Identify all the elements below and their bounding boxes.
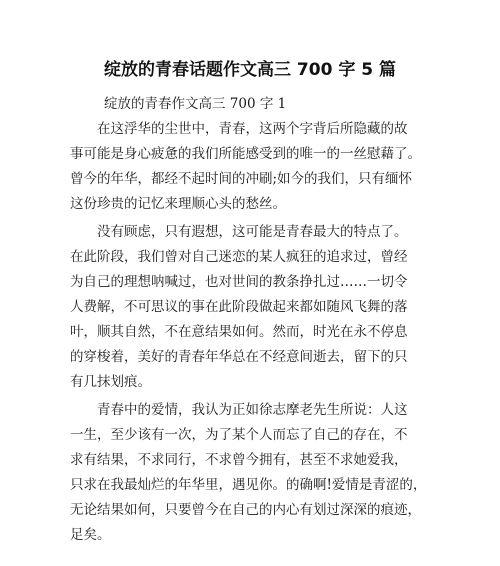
paragraph-line: 一生，至少该有一次，为了某个人而忘了自己的存在，不 [70, 427, 408, 443]
paragraph-line: 叶，顺其自然，不在意结果如何。然而，时光在永不停息 [70, 324, 408, 340]
paragraph-2 [70, 220, 440, 395]
paragraph-line: 只求在我最灿烂的年华里，遇见你。的确啊!爱情是青涩的， [70, 477, 427, 493]
document-body [70, 92, 440, 548]
paragraph-line: 在此阶段，我们曾对自己迷恋的某人疯狂的追求过，曾经 [70, 249, 408, 265]
paragraph-line: 的穿梭着，美好的青春年华总在不经意间逝去，留下的只 [70, 349, 408, 365]
paragraph-line: 在这浮华的尘世中，青春，这两个字背后所隐藏的故 [97, 121, 408, 137]
document-title: 绽放的青春话题作文高三 700 字 5 篇 [104, 60, 396, 80]
paragraph-line: 足矣。 [70, 527, 111, 543]
paragraph-line: 这份珍贵的记忆来理顺心头的愁丝。 [70, 196, 286, 212]
paragraph-line: 没有顾虑，只有遐想，这可能是青春最大的特点了。 [97, 224, 408, 240]
paragraph-line: 无论结果如何，只要曾今在自己的内心有划过深深的痕迹， [70, 502, 421, 518]
paragraph-line: 有几抹划痕。 [70, 374, 151, 390]
essay-subtitle: 绽放的青春作文高三 700 字 1 [104, 96, 287, 112]
paragraph-line: 求有结果，不求同行，不求曾今拥有，甚至不求她爱我， [70, 452, 408, 468]
paragraph-line: 人费解，不可思议的事在此阶段做起来都如随风飞舞的落 [70, 299, 408, 315]
paragraph-line: 青春中的爱情，我认为正如徐志摩老先生所说：人这 [97, 402, 408, 418]
paragraph-line: 事可能是身心疲惫的我们所能感受到的唯一的一丝慰藉了。 [70, 146, 421, 162]
paragraph-3 [70, 398, 440, 548]
paragraph-1 [70, 117, 440, 217]
paragraph-line: 曾今的年华，都经不起时间的冲刷;如今的我们，只有缅怀 [70, 171, 413, 187]
paragraph-line: 为自己的理想呐喊过，也对世间的教条挣扎过……一切令 [70, 274, 408, 290]
